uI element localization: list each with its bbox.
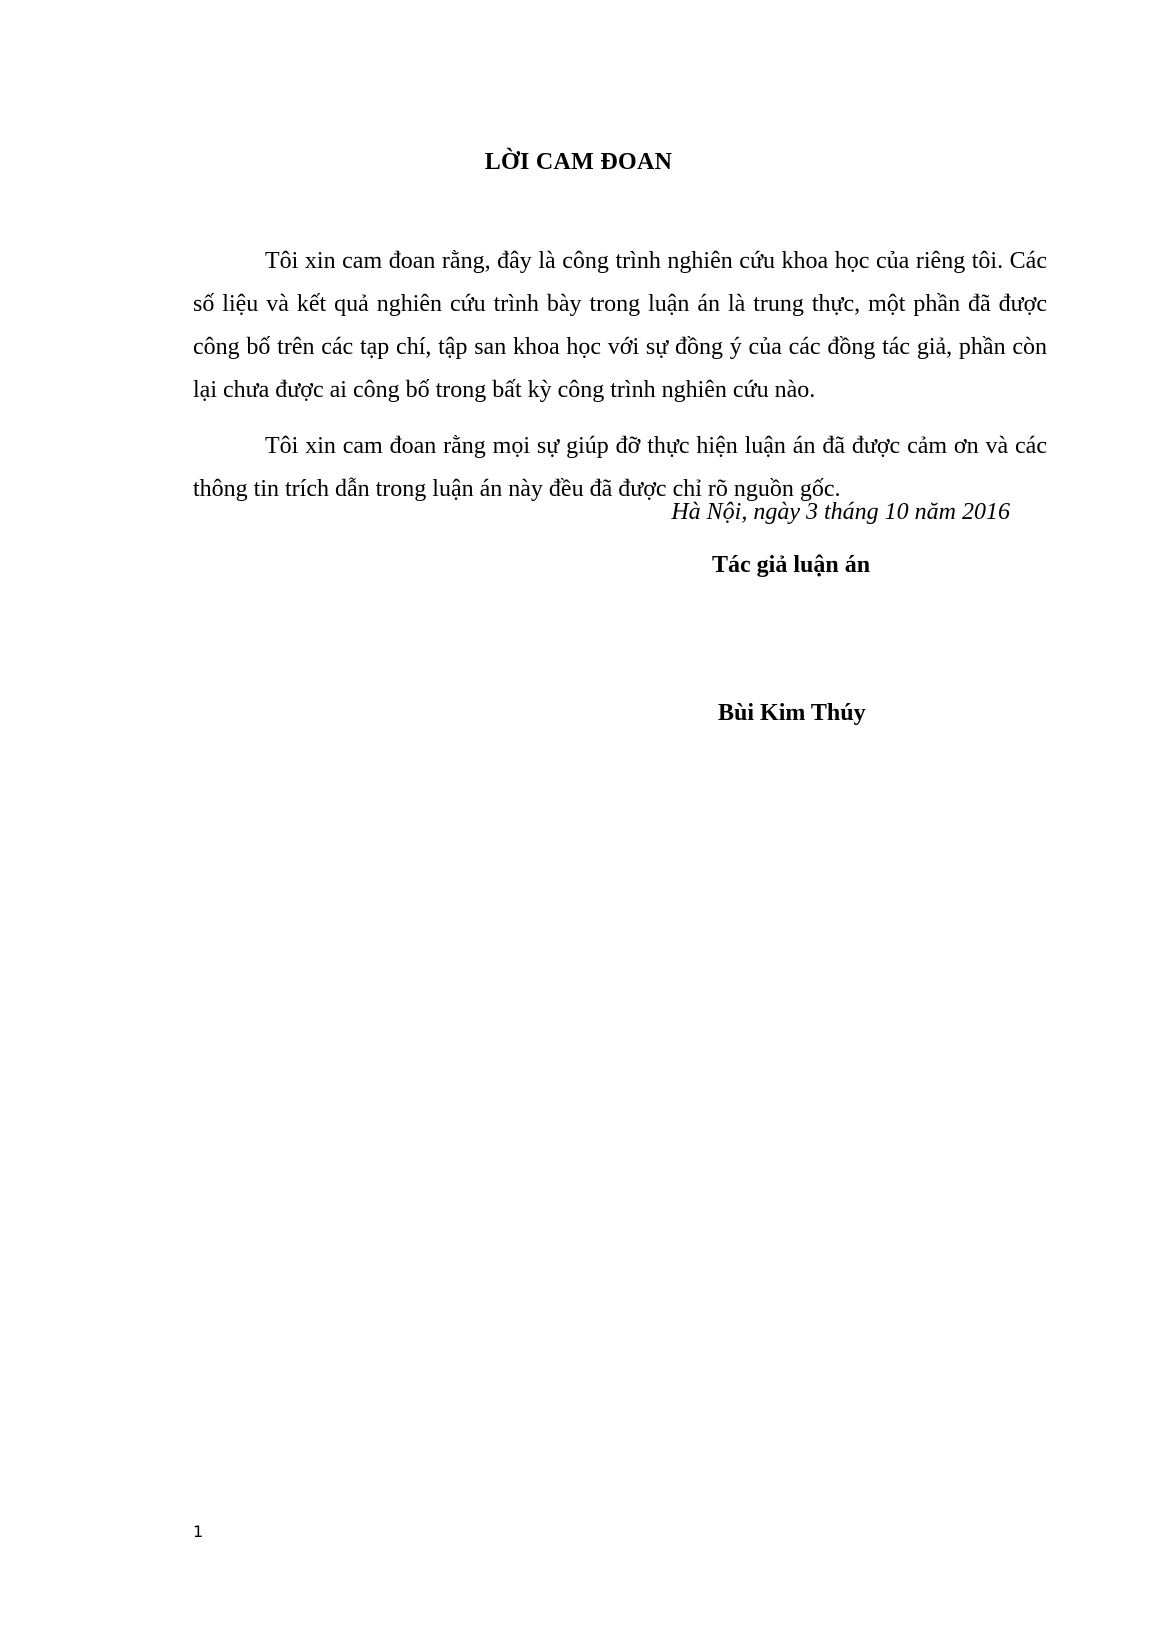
paragraph-1: Tôi xin cam đoan rằng, đây là công trình nghiên cứu khoa học của riêng tôi. Các số liệu và kết quả nghiên cứu trình bày trong luận án là trung thực, một phần đã được công bố trên các tạp chí, tập san khoa học với sự đồng ý của các đồng tác giả, phần còn lại chưa được ai công bố trong bất kỳ công trình nghiên cứu nào. — [193, 248, 1047, 403]
place-date: Hà Nội, ngày 3 tháng 10 năm 2016 — [671, 499, 1010, 525]
author-label: Tác giả luận án — [712, 552, 871, 578]
paragraph-2: Tôi xin cam đoan rằng mọi sự giúp đỡ thực hiện luận án đã được cảm ơn và các thông tin trích dẫn trong luận án này đều đã được chỉ rõ nguồn gốc. — [193, 433, 1047, 502]
author-name: Bùi Kim Thúy — [718, 700, 866, 726]
declaration-body — [193, 240, 1047, 524]
page-title: LỜI CAM ĐOAN — [484, 149, 673, 175]
page-number: 1 — [193, 1522, 204, 1541]
